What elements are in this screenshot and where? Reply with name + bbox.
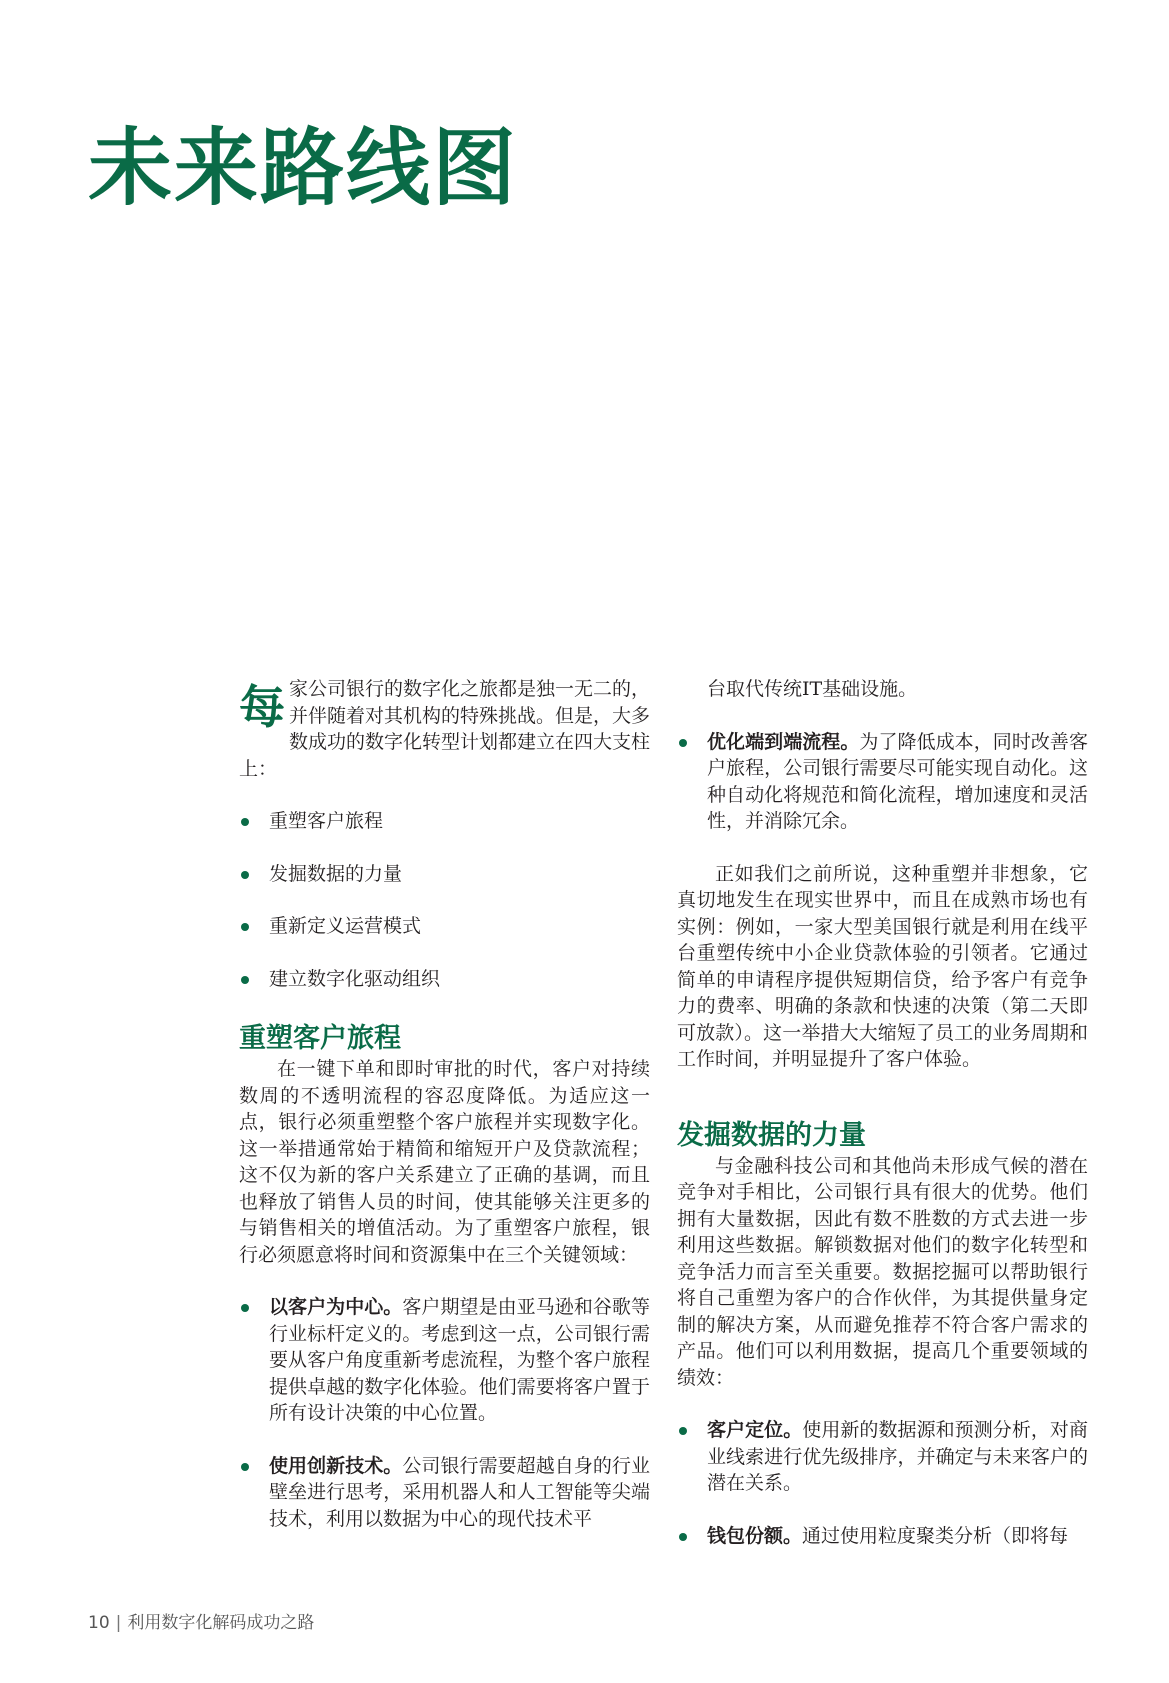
bullet-icon bbox=[679, 1533, 687, 1541]
bullet-icon bbox=[241, 976, 249, 984]
footer-separator: | bbox=[115, 1613, 122, 1633]
continuation-text: 台取代传统IT基础设施。 bbox=[707, 678, 918, 700]
footer-title: 利用数字化解码成功之路 bbox=[127, 1613, 315, 1633]
bullet-text: 使用新的数据源和预测分析，对商业线索进行优先级排序，并确定与未来客户的潜在关系。 bbox=[707, 1419, 1088, 1494]
pillars-list bbox=[239, 808, 650, 992]
section-data-power bbox=[677, 1119, 1088, 1550]
bullet-text: 客户期望是由亚马逊和谷歌等行业标杆定义的。考虑到这一点，公司银行需要从客户角度重新考虑流程，为整个客户旅程提供卓越的数字化体验。他们需要将客户置于所有设计决策的中心位置。 bbox=[269, 1296, 650, 1424]
list-item bbox=[677, 1417, 1088, 1497]
section-heading: 重塑客户旅程 bbox=[239, 1023, 401, 1054]
pillar-label: 重塑客户旅程 bbox=[269, 810, 384, 832]
bullet-lead: 优化端到端流程。 bbox=[707, 730, 860, 753]
bullet-icon bbox=[241, 871, 249, 879]
intro-text: 家公司银行的数字化之旅都是独一无二的，并伴随着对其机构的特殊挑战。但是，大多数成功的数字化转型计划都建立在四大支柱上： bbox=[239, 678, 651, 780]
section-paragraph: 在一键下单和即时审批的时代，客户对持续数周的不透明流程的容忍度降低。为适应这一点，银行必须重塑整个客户旅程并实现数字化。这一举措通常始于精简和缩短开户及贷款流程；这不仅为新的客户关系建立了正确的基调，而且也释放了销售人员的时间，使其能够关注更多的与销售相关的增值活动。为了重塑客户旅程，银行必须愿意将时间和资源集中在三个关键领域： bbox=[239, 1058, 650, 1266]
bullet-text: 通过使用粒度聚类分析（即将每 bbox=[802, 1524, 1069, 1547]
continuation-block bbox=[677, 676, 1088, 835]
bullet-icon bbox=[679, 739, 687, 747]
bullet-lead: 客户定位。 bbox=[707, 1419, 803, 1441]
bullet-lead: 以客户为中心。 bbox=[269, 1296, 403, 1318]
list-item bbox=[239, 966, 650, 993]
page-title: 未来路线图 bbox=[88, 118, 519, 217]
list-item bbox=[239, 808, 650, 835]
pillar-label: 建立数字化驱动组织 bbox=[269, 967, 441, 990]
example-paragraph: 正如我们之前所说，这种重塑并非想象，它真切地发生在现实世界中，而且在成熟市场也有实例：例如，一家大型美国银行就是利用在线平台重塑传统中小企业贷款体验的引领者。它通过简单的申请程序提供短期信贷，给予客户有竞争力的费率、明确的条款和快速的决策（第二天即可放款）。这一举措大大缩短了员工的业务周期和工作时间，并明显提升了客户体验。 bbox=[677, 862, 1088, 1070]
list-item bbox=[239, 1294, 650, 1427]
page-number: 10 bbox=[88, 1613, 110, 1633]
bullet-icon bbox=[679, 1427, 687, 1435]
list-item bbox=[239, 1453, 650, 1533]
bullet-lead: 钱包份额。 bbox=[707, 1524, 803, 1547]
list-item-continued bbox=[677, 676, 1088, 703]
list-item bbox=[677, 1523, 1088, 1550]
bullet-icon bbox=[241, 818, 249, 826]
list-item bbox=[677, 729, 1088, 835]
bullet-text: 公司银行需要超越自身的行业壁垒进行思考，采用机器人和人工智能等尖端技术，利用以数据为中心的现代技术平 bbox=[269, 1454, 650, 1530]
right-column bbox=[677, 676, 1088, 1575]
drop-cap: 每 bbox=[239, 680, 285, 734]
section-bullets bbox=[239, 1294, 650, 1532]
section-customer-journey bbox=[239, 1022, 650, 1532]
bullet-icon bbox=[241, 923, 249, 931]
intro-paragraph bbox=[239, 676, 650, 782]
page-footer bbox=[88, 1612, 314, 1634]
pillar-label: 发掘数据的力量 bbox=[269, 862, 403, 885]
list-item bbox=[239, 913, 650, 940]
bullet-lead: 使用创新技术。 bbox=[269, 1454, 403, 1477]
section-paragraph: 与金融科技公司和其他尚未形成气候的潜在竞争对手相比，公司银行具有很大的优势。他们拥有大量数据，因此有数不胜数的方式去进一步利用这些数据。解锁数据对他们的数字化转型和竞争活力而言至关重要。数据挖掘可以帮助银行将自己重塑为客户的合作伙伴，为其提供量身定制的解决方案，从而避免推荐不符合客户需求的产品。他们可以利用数据，提高几个重要领域的绩效： bbox=[677, 1154, 1088, 1389]
section-bullets bbox=[677, 1417, 1088, 1549]
list-item bbox=[239, 861, 650, 888]
bullet-icon bbox=[241, 1304, 249, 1312]
pillar-label: 重新定义运营模式 bbox=[269, 915, 422, 937]
bullet-icon bbox=[241, 1463, 249, 1471]
section-heading: 发掘数据的力量 bbox=[677, 1119, 866, 1151]
bullet-text: 为了降低成本，同时改善客户旅程，公司银行需要尽可能实现自动化。这种自动化将规范和简化流程，增加速度和灵活性，并消除冗余。 bbox=[707, 730, 1088, 832]
left-column bbox=[239, 676, 650, 1558]
